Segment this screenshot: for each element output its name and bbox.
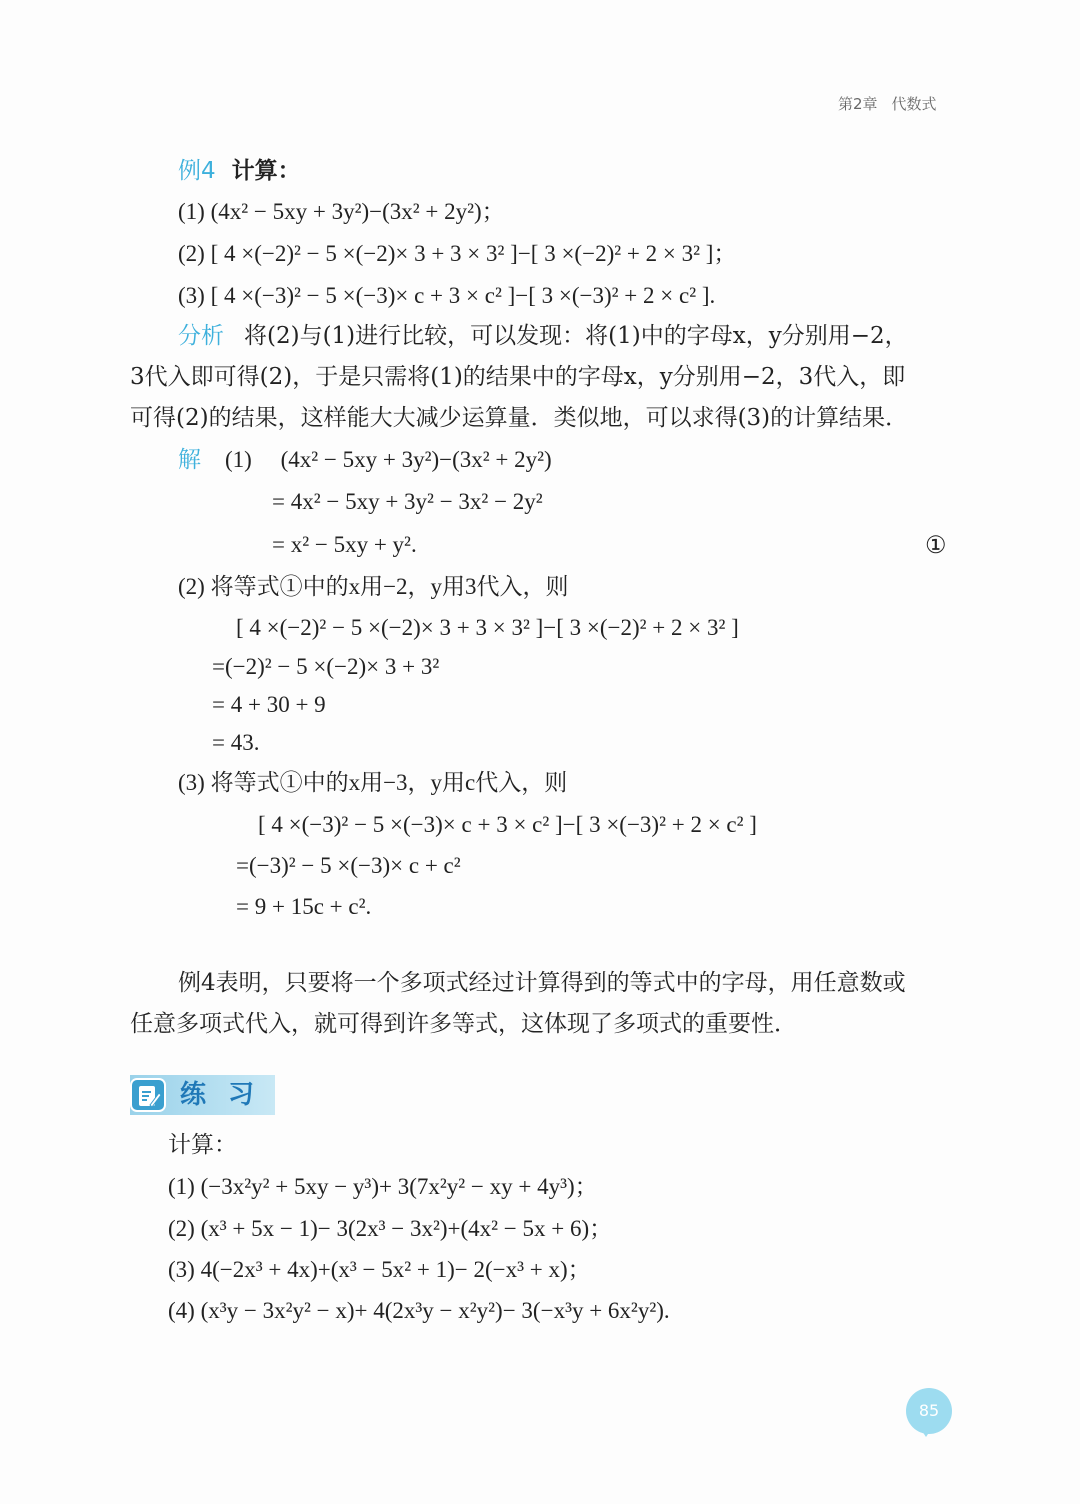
chapter-title: 代数式 (891, 95, 937, 113)
solution-part3-step-2: = 9 + 15c + c². (236, 894, 372, 919)
remark-line-1: 例4表明，只要将一个多项式经过计算得到的等式中的字母，用任意数或 (178, 970, 906, 996)
running-header (838, 93, 937, 114)
analysis-text-1: 将(2)与(1)进行比较，可以发现：将(1)中的字母x，y分别用−2， (244, 323, 908, 349)
example-item-2: (2) [ 4 ×(−2)² − 5 ×(−2)× 3 + 3 × 3² ]−[ 3 ×(−2)² + 2 × 3² ]； (178, 241, 737, 266)
exercise-item-2: (2) (x³ + 5x − 1)− 3(2x³ − 3x²)+(4x² − 5x + 6)； (168, 1216, 613, 1241)
example-title: 计算： (231, 158, 301, 184)
solution-part3-intro: (3) 将等式①中的x用−3，y用c代入，则 (178, 770, 568, 795)
page-number: 85 (906, 1388, 952, 1434)
solution-part1-step-1: = 4x² − 5xy + 3y² − 3x² − 2y² (272, 489, 543, 514)
analysis-line-3: 可得(2)的结果，这样能大大减少运算量．类似地，可以求得(3)的计算结果． (130, 405, 909, 431)
solution-part2-step-1: =(−2)² − 5 ×(−2)× 3 + 3² (212, 654, 440, 679)
pencil-note-icon (130, 1078, 166, 1112)
exercise-item-3: (3) 4(−2x³ + 4x)+(x³ − 5x² + 1)− 2(−x³ + x)； (168, 1257, 591, 1282)
analysis-line-2: 3代入即可得(2)，于是只需将(1)的结果中的字母x，y分别用−2，3代入，即 (130, 364, 906, 390)
solution-part1-expr: (1) (4x² − 5xy + 3y²)−(3x² + 2y²) (225, 447, 552, 472)
example-item-3: (3) [ 4 ×(−3)² − 5 ×(−3)× c + 3 × c² ]−[ 3 ×(−3)² + 2 × c² ]. (178, 283, 716, 308)
example-heading (178, 156, 301, 186)
solution-part2-intro: (2) 将等式①中的x用−2，y用3代入，则 (178, 574, 569, 599)
solution-part2-expr: [ 4 ×(−2)² − 5 ×(−2)× 3 + 3 × 3² ]−[ 3 ×(−2)² + 2 × 3² ] (236, 615, 739, 640)
page-number-tail (918, 1425, 934, 1437)
exercise-item-4: (4) (x³y − 3x²y² − x)+ 4(2x³y − x²y²)− 3(−x³y + 6x²y²). (168, 1298, 670, 1323)
solution-part3-step-1: =(−3)² − 5 ×(−3)× c + c² (236, 853, 461, 878)
solution-part1-step-2: = x² − 5xy + y². (272, 532, 417, 557)
solution-tag: 解 (178, 447, 201, 473)
equation-marker: ① (925, 531, 947, 559)
solution-part3-expr: [ 4 ×(−3)² − 5 ×(−3)× c + 3 × c² ]−[ 3 ×(−3)² + 2 × c² ] (258, 812, 757, 837)
chapter-number: 第2章 (838, 95, 878, 113)
exercise-item-1: (1) (−3x²y² + 5xy − y³)+ 3(7x²y² − xy + 4y³)； (168, 1174, 598, 1199)
solution-part2-step-3: = 43. (212, 730, 260, 755)
analysis-line-1 (178, 321, 908, 351)
solution-line-1 (178, 445, 552, 475)
remark-line-2: 任意多项式代入，就可得到许多等式，这体现了多项式的重要性． (130, 1011, 797, 1037)
analysis-tag: 分析 (178, 323, 224, 349)
solution-part2-step-2: = 4 + 30 + 9 (212, 692, 326, 717)
exercise-label: 练习 (180, 1080, 277, 1110)
example-tag: 例4 (178, 158, 216, 184)
exercise-intro: 计算： (168, 1132, 237, 1158)
example-item-1: (1) (4x² − 5xy + 3y²)−(3x² + 2y²)； (178, 199, 505, 224)
